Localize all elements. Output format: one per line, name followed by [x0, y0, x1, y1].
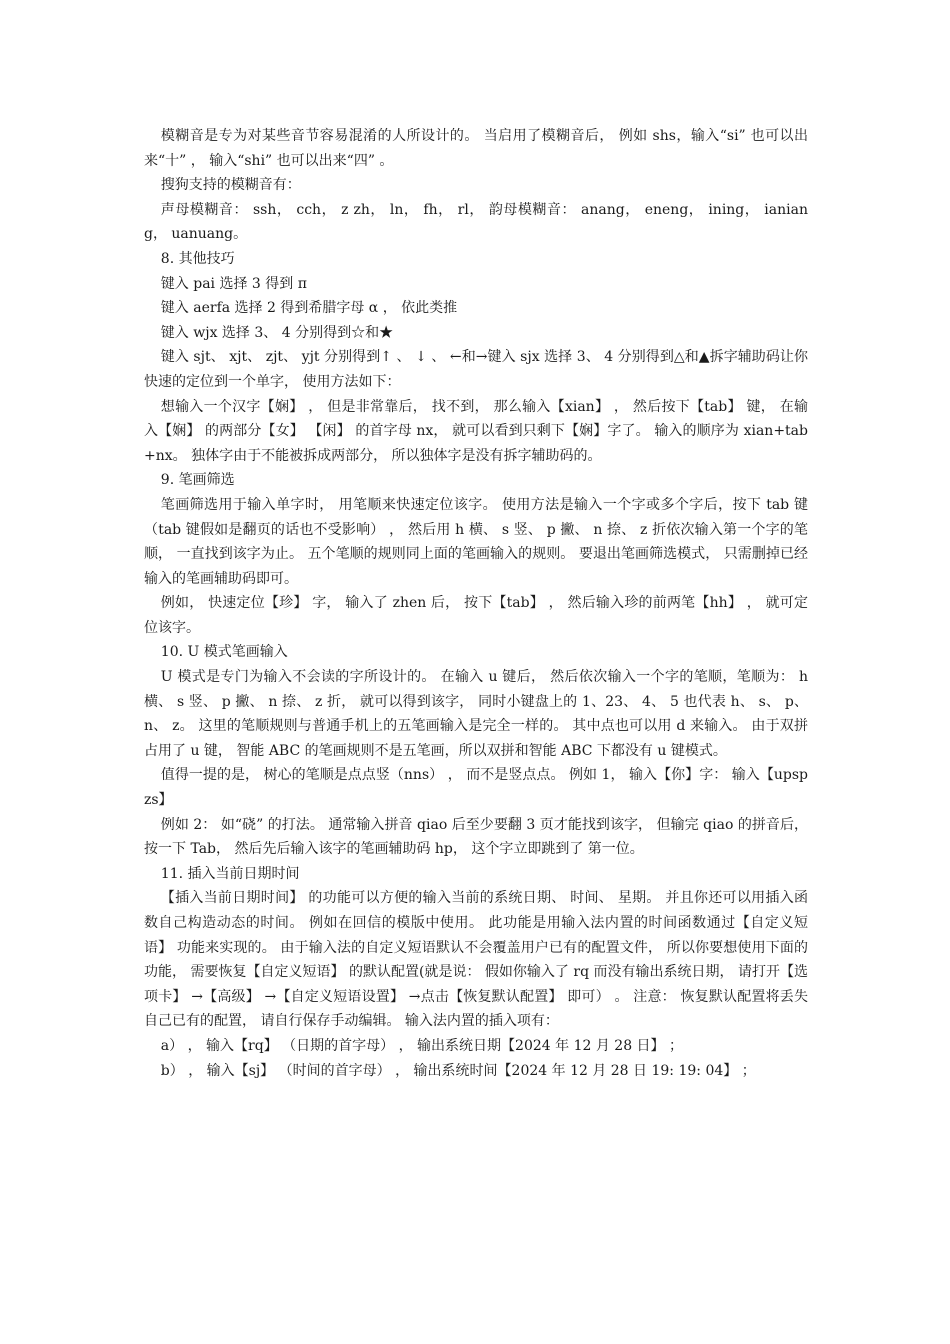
- paragraph-item-a: a） ， 输入【rq】 （日期的首字母） ， 输出系统日期【2024 年 12 月 28 日】 ；: [160, 1037, 684, 1054]
- document-page: [144, 124, 808, 1083]
- paragraph-fuzzy-list: 声母模糊音： ssh， cch， z zh， ln， fh， rl， 韵母模糊音： anang， eneng， ining， ianiang， uanuang。: [144, 201, 808, 243]
- paragraph-wjx: 键入 wjx 选择 3、 4 分别得到☆和★: [160, 324, 394, 341]
- paragraph-fuzzy-intro: 模糊音是专为对某些音节容易混淆的人所设计的。 当启用了模糊音后， 例如 shs，输入“si” 也可以出来“十” ， 输入“shi” 也可以出来“四” 。: [144, 128, 808, 169]
- paragraph-fuzzy-supported: 搜狗支持的模糊音有：: [160, 177, 301, 194]
- paragraph-split-char: 想输入一个汉字【娴】 ， 但是非常靠后， 找不到， 那么输入【xian】 ， 然后按下【tab】 键， 在输入【娴】 的两部分【女】 【闲】 的首字母 nx， 就可以看到只剩下【娴】字了。 输入的顺序为 xian+tab+nx。 独体字由于不能被拆成两部分， 所以独体字是没有拆字辅助码的。: [144, 398, 808, 464]
- paragraph-item-b: b） ， 输入【sj】 （时间的首字母） ， 输出系统时间【2024 年 12 月 28 日 19: 19: 04】 ；: [160, 1062, 756, 1079]
- paragraph-aerfa: 键入 aerfa 选择 2 得到希腊字母 α ， 依此类推: [160, 300, 458, 317]
- section-heading-11: 11. 插入当前日期时间: [160, 865, 300, 882]
- paragraph-u-mode-example2: 例如 2： 如“硗” 的打法。 通常输入拼音 qiao 后至少要翻 3 页才能找到该字， 但输完 qiao 的拼音后， 按一下 Tab， 然后先后输入该字的笔画辅助码 hp， 这个字立即跳到了 第一位。: [144, 816, 808, 858]
- section-heading-9: 9. 笔画筛选: [160, 472, 235, 489]
- paragraph-insert-datetime: 【插入当前日期时间】 的功能可以方便的输入当前的系统日期、 时间、 星期。 并且你还可以用插入函数自己构造动态的时间。 例如在回信的模版中使用。 此功能是用输入法内置的时间函数通过【自定义短语】 功能来实现的。 由于输入法的自定义短语默认不会覆盖用户已有的配置文件， 所以你要想使用下面的功能， 需要恢复【自定义短语】 的默认配置(就是说： 假如你输入了 rq 而没有输出系统日期， 请打开【选项卡】 →【高级】 →【自定义短语设置】 →点击【恢复默认配置】 即可） 。 注意： 恢复默认配置将丢失自己已有的配置， 请自行保存手动编辑。 输入法内置的插入项有：: [144, 890, 808, 1030]
- section-heading-10: 10. U 模式笔画输入: [160, 644, 288, 661]
- section-heading-8: 8. 其他技巧: [160, 250, 235, 267]
- paragraph-u-mode-note: 值得一提的是， 树心的笔顺是点点竖（nns） ， 而不是竖点点。 例如 1， 输入【你】字： 输入【upspzs】: [144, 767, 808, 809]
- paragraph-u-mode: U 模式是专门为输入不会读的字所设计的。 在输入 u 键后， 然后依次输入一个字的笔顺，笔顺为： h 横、 s 竖、 p 撇、 n 捺、 z 折， 就可以得到该字， 同时小键盘上的 1、23、 4、 5 也代表 h、 s、 p、 n、 z。 这里的笔顺规则与普通手机上的五笔画输入是完全一样的。 其中点也可以用 d 来输入。 由于双拼占用了 u 键， 智能 ABC 的笔画规则不是五笔画，所以双拼和智能 ABC 下都没有 u 键模式。: [144, 669, 808, 759]
- paragraph-stroke-filter: 笔画筛选用于输入单字时， 用笔顺来快速定位该字。 使用方法是输入一个字或多个字后，按下 tab 键（tab 键假如是翻页的话也不受影响） ， 然后用 h 横、 s 竖、 p 撇、 n 捺、 z 折依次输入第一个字的笔顺， 一直找到该字为止。 五个笔顺的规则同上面的笔画输入的规则。 要退出笔画筛选模式， 只需删掉已经输入的笔画辅助码即可。: [144, 496, 808, 587]
- paragraph-pai: 键入 pai 选择 3 得到 π: [160, 275, 307, 292]
- paragraph-stroke-example: 例如， 快速定位【珍】 字， 输入了 zhen 后， 按下【tab】 ， 然后输入珍的前两笔【hh】 ， 就可定位该字。: [144, 595, 808, 636]
- paragraph-arrows: 键入 sjt、 xjt、 zjt、 yjt 分别得到↑ 、 ↓ 、 ←和→键入 sjx 选择 3、 4 分别得到△和▲拆字辅助码让你快速的定位到一个单字， 使用方法如下：: [144, 349, 808, 390]
